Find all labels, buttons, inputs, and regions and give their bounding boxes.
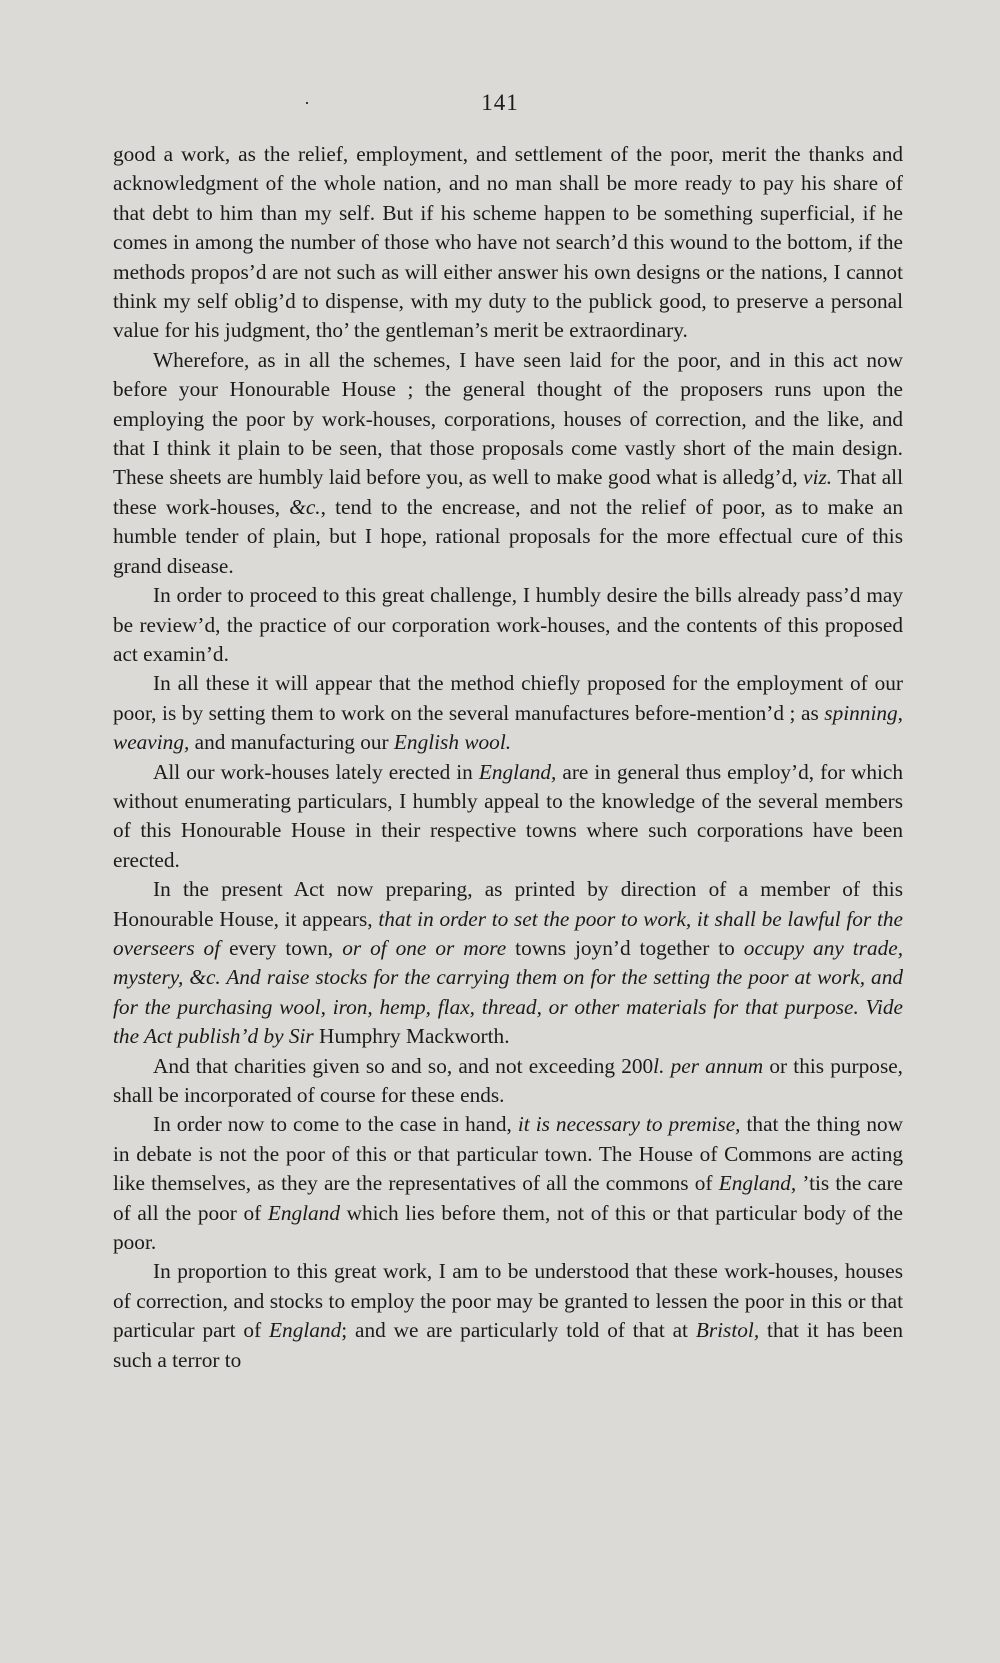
paragraph-p6 <box>113 875 903 1051</box>
page-mark: · <box>304 93 310 113</box>
italic-text: l. per annum <box>653 1053 764 1078</box>
italic-text: England <box>269 1318 342 1343</box>
body-text <box>113 140 903 1375</box>
text-run: In proportion to this great work, I am to be understood that these work-houses, houses of correction, and stocks to employ the poor may be granted to lessen the poor in this or that particular part of <box>113 1259 903 1343</box>
text-run: That all these work-houses, <box>113 465 904 519</box>
italic-text: England, <box>718 1171 797 1196</box>
text-run: In order now to come to the case in hand, <box>153 1112 518 1137</box>
text-run: In the present Act now preparing, as printed by direction of a member of this Honourable House, it appears, <box>113 877 903 931</box>
text-run: towns joyn’d together to <box>506 935 744 960</box>
text-run: ; and we are particularly told of that at <box>341 1318 696 1343</box>
italic-text: England <box>267 1200 340 1225</box>
text-run: All our work-houses lately erected in <box>153 759 479 784</box>
text-run: , tend to the encrease, and not the relief of poor, as to make an humble tender of plain, but I hope, rational proposals for the more effectual cure of this grand disease. <box>113 494 903 578</box>
italic-text: it is necessary to premise, <box>517 1112 741 1137</box>
text-run: ’tis the care of all the poor of <box>113 1171 903 1225</box>
paragraph-p8 <box>113 1110 903 1257</box>
paragraph-p3 <box>113 581 903 669</box>
text-run: every town, <box>220 935 343 960</box>
italic-text: &c. <box>289 494 321 519</box>
italic-text: viz. <box>803 465 833 490</box>
text-run: that the thing now in debate is not the poor of this or that particular town. The House of Commons are acting like themselves, as they are the representatives of all the commons of <box>113 1112 903 1196</box>
text-run: And that charities given so and so, and not exceeding 200 <box>153 1053 654 1078</box>
text-run: which lies before them, not of this or that particular body of the poor. <box>113 1200 903 1255</box>
text-run: are in general thus employ’d, for which without enumerating particulars, I humbly appeal to the knowledge of the several members of this Honourable House in their respective towns where such corporations have been erected. <box>113 759 903 872</box>
paragraph-p4 <box>113 669 903 757</box>
text-run: and manufacturing our <box>189 730 394 755</box>
italic-text: occupy any trade, mystery, &c. And raise stocks for the carrying them on for the setting the poor at work, and for the purchasing wool, iron, hemp, flax, thread, or other materials for that purpose. Vide the Act publish’d by Sir <box>113 935 904 1049</box>
text-run: that it has been such a terror to <box>113 1318 903 1372</box>
paragraph-p2 <box>113 346 903 581</box>
text-run: Humphry Mackworth. <box>313 1024 510 1049</box>
paragraph-p9 <box>113 1257 903 1375</box>
text-run: In all these it will appear that the method chiefly proposed for the employment of our poor, is by setting them to work on the several manufactures before-mention’d ; as <box>113 671 903 725</box>
paragraph-p7 <box>113 1052 903 1111</box>
italic-text: that in order to set the poor to work, it shall be lawful for the overseers of <box>113 906 903 960</box>
italic-text: spinning, weaving, <box>113 700 903 755</box>
paragraph-p1 <box>113 140 903 346</box>
italic-text: England, <box>478 759 557 784</box>
text-run: good a work, as the relief, employment, and settlement of the poor, merit the thanks and acknowledgment of the whole nation, and no man shall be more ready to pay his share of that debt to him than my self. But if his scheme happen to be something superficial, if he comes in among the number of those who have not search’d this wound to the bottom, if the methods propos’d are not such as will either answer his own designs or the nations, I cannot think my self oblig’d to dispense, with my duty to the publick good, to preserve a personal value for his judgment, tho’ the gentleman’s merit be extraordinary. <box>113 142 903 343</box>
page-number: 141 <box>481 90 519 115</box>
text-run: In order to proceed to this great challenge, I humbly desire the bills already pass’d may be review’d, the practice of our corporation work-houses, and the contents of this proposed act examin’d. <box>113 583 903 666</box>
italic-text: Bristol, <box>695 1318 760 1343</box>
italic-text: English wool. <box>393 730 512 755</box>
text-run: Wherefore, as in all the schemes, I have seen laid for the poor, and in this act now before your Honourable House ; the general thought of the proposers runs upon the employing the poor by work-houses, corporations, houses of correction, and the like, and that I think it plain to be seen, that those proposals come vastly short of the main design. These sheets are humbly laid before you, as well to make good what is alledg’d, <box>113 347 903 490</box>
italic-text: or of one or more <box>342 935 507 960</box>
paragraph-p5 <box>113 758 903 876</box>
text-run: or this purpose, shall be incorporated of course for these ends. <box>113 1053 904 1107</box>
